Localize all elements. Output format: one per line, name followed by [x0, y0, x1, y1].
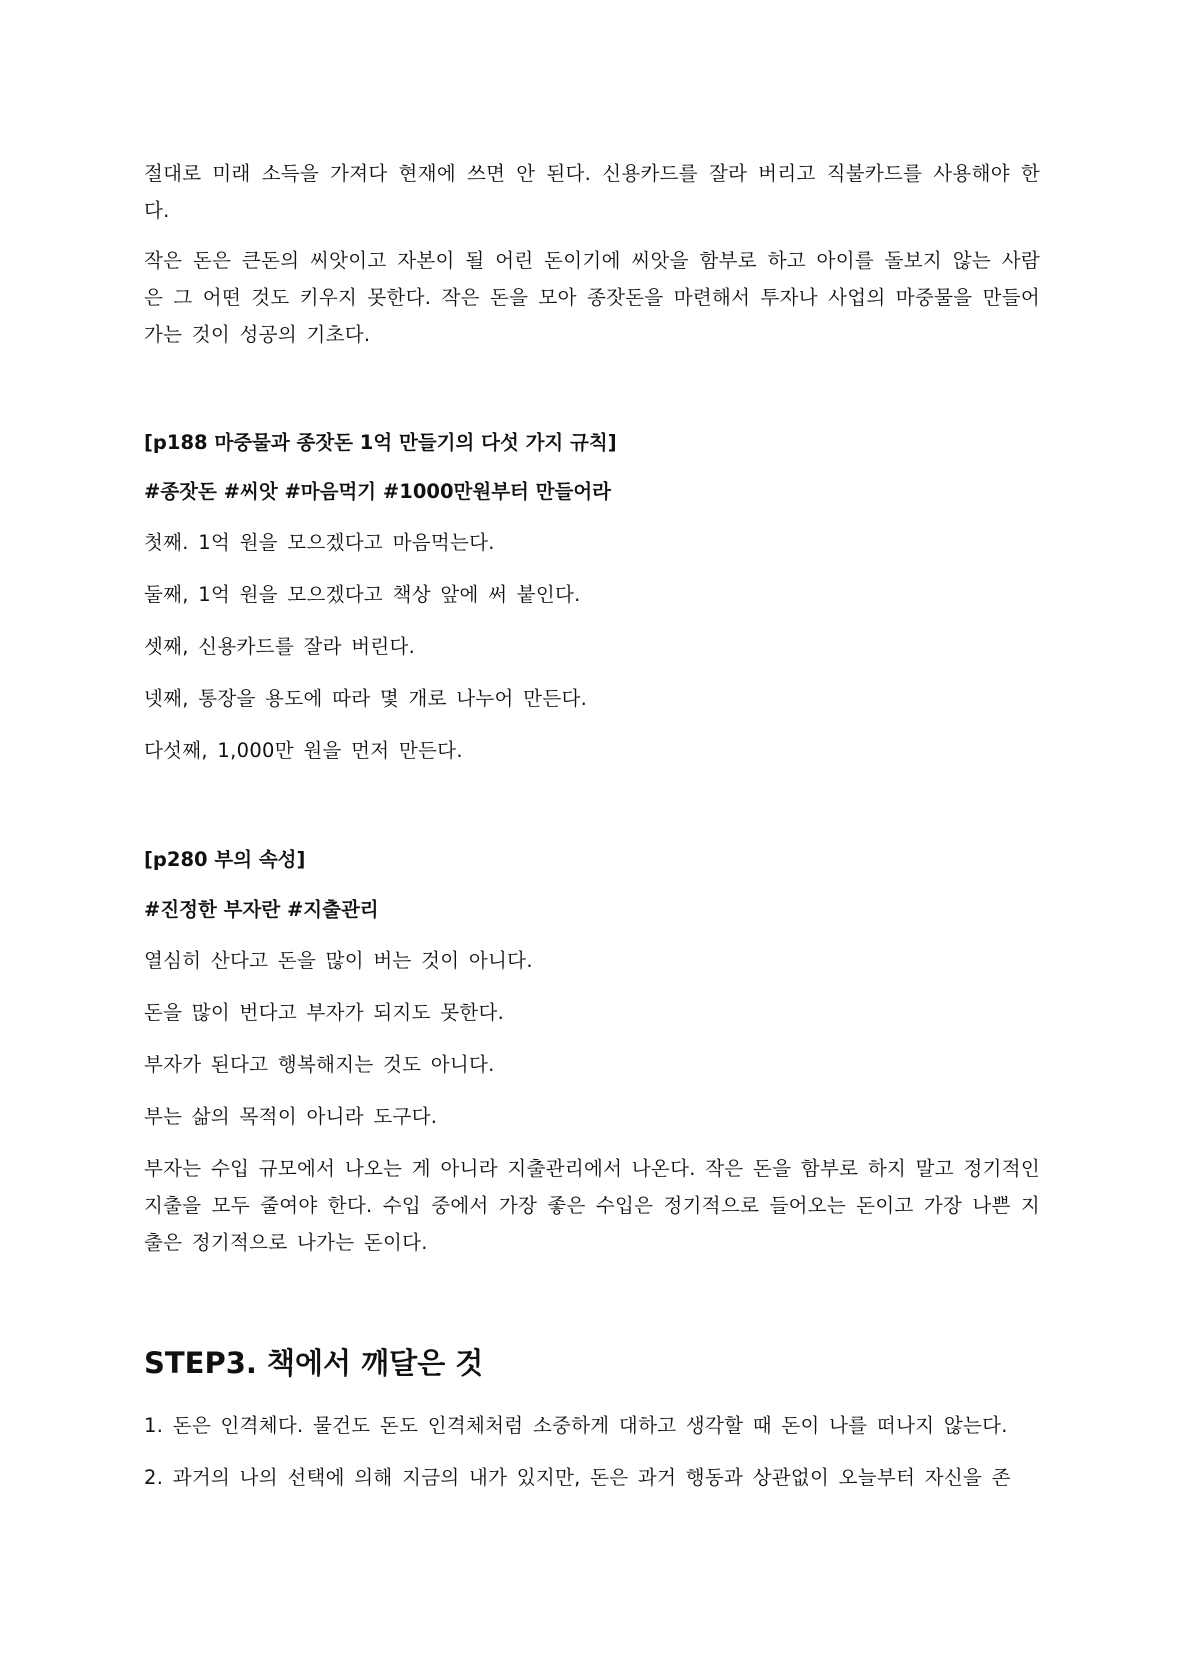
- intro-paragraph-2: [144, 242, 1040, 353]
- rule-item-2: [144, 576, 1040, 613]
- step3-item-1: [144, 1407, 1040, 1444]
- section-heading-p188: [144, 428, 1040, 458]
- page-title: STEP3. 책에서 깨달은 것: [144, 1346, 484, 1380]
- hashtags: #진정한 부자란 #지출관리: [144, 898, 379, 921]
- wealth-paragraph: [144, 1150, 1040, 1261]
- wealth-line-1: [144, 942, 1040, 979]
- list-item: 다섯째, 1,000만 원을 먼저 만든다.: [144, 739, 463, 762]
- list-item: 부는 삶의 목적이 아니라 도구다.: [144, 1105, 438, 1128]
- rule-item-1: [144, 524, 1040, 561]
- list-item: 열심히 산다고 돈을 많이 버는 것이 아니다.: [144, 949, 533, 972]
- section-tags-p280: [144, 895, 1040, 925]
- list-item: 첫째. 1억 원을 모으겠다고 마음먹는다.: [144, 531, 495, 554]
- intro-text-1: 절대로 미래 소득을 가져다 현재에 쓰면 안 된다. 신용카드를 잘라 버리고 직불카드를 사용해야 한다.: [144, 162, 1040, 222]
- list-item: 넷째, 통장을 용도에 따라 몇 개로 나누어 만든다.: [144, 687, 588, 710]
- rule-item-4: [144, 680, 1040, 717]
- hashtags: #종잣돈 #씨앗 #마음먹기 #1000만원부터 만들어라: [144, 480, 612, 503]
- intro-text-2: 작은 돈은 큰돈의 씨앗이고 자본이 될 어린 돈이기에 씨앗을 함부로 하고 아이를 돌보지 않는 사람은 그 어떤 것도 키우지 못한다. 작은 돈을 모아 종잣돈을 마련해서 투자나 사업의 마중물을 만들어가는 것이 성공의 기초다.: [144, 249, 1040, 346]
- intro-paragraph-1: [144, 155, 1040, 229]
- wealth-line-3: [144, 1046, 1040, 1083]
- rule-item-3: [144, 628, 1040, 665]
- step3-title: [144, 1343, 1040, 1383]
- list-item: 2. 과거의 나의 선택에 의해 지금의 내가 있지만, 돈은 과거 행동과 상관없이 오늘부터 자신을 존: [144, 1466, 1011, 1489]
- wealth-line-2: [144, 994, 1040, 1031]
- section-heading: [p280 부의 속성]: [144, 848, 306, 871]
- list-item: 1. 돈은 인격체다. 물건도 돈도 인격체처럼 소중하게 대하고 생각할 때 돈이 나를 떠나지 않는다.: [144, 1414, 1008, 1437]
- list-item: 부자가 된다고 행복해지는 것도 아니다.: [144, 1053, 495, 1076]
- section-tags-p188: [144, 477, 1040, 507]
- section-heading-p280: [144, 845, 1040, 875]
- step3-item-2: [144, 1459, 1040, 1496]
- list-item: 셋째, 신용카드를 잘라 버린다.: [144, 635, 416, 658]
- list-item: 둘째, 1억 원을 모으겠다고 책상 앞에 써 붙인다.: [144, 583, 581, 606]
- rule-item-5: [144, 732, 1040, 769]
- wealth-line-4: [144, 1098, 1040, 1135]
- section-heading: [p188 마중물과 종잣돈 1억 만들기의 다섯 가지 규칙]: [144, 431, 617, 454]
- list-item: 돈을 많이 번다고 부자가 되지도 못한다.: [144, 1001, 505, 1024]
- body-paragraph: 부자는 수입 규모에서 나오는 게 아니라 지출관리에서 나온다. 작은 돈을 함부로 하지 말고 정기적인 지출을 모두 줄여야 한다. 수입 중에서 가장 좋은 수입은 정기적으로 들어오는 돈이고 가장 나쁜 지출은 정기적으로 나가는 돈이다.: [144, 1157, 1040, 1254]
